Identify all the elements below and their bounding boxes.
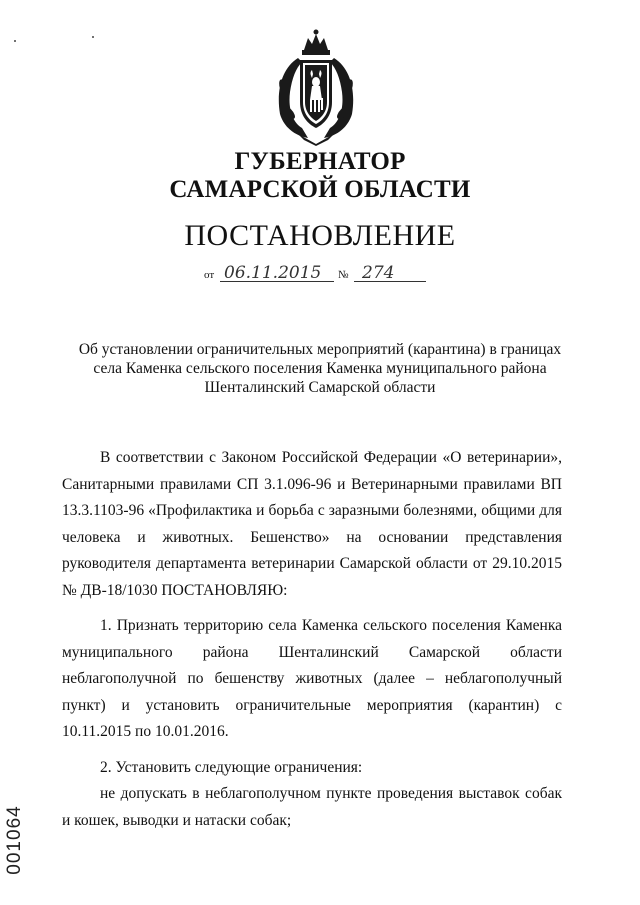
number-prefix: № [338, 269, 349, 281]
clause-2-paragraph: 2. Установить следующие ограничения: [100, 758, 363, 776]
issuer-title-line1: ГУБЕРНАТОР [234, 148, 406, 175]
issuer-title-line2: САМАРСКОЙ ОБЛАСТИ [169, 176, 471, 203]
page-code-stamp [2, 785, 28, 895]
document-type-heading: ПОСТАНОВЛЕНИЕ [184, 219, 456, 252]
date-number-line [200, 262, 460, 284]
document-subject [60, 340, 580, 397]
page-code: 001064 [4, 805, 25, 875]
date-prefix: от [204, 269, 215, 281]
subject-line: села Каменка сельского поселения Каменка муниципального района [93, 360, 547, 377]
scan-speck [14, 40, 16, 42]
restriction-paragraph: не допускать в неблагополучном пункте проведения выставок собак и кошек, выводки и натаски собак; [62, 785, 562, 829]
preamble-paragraph: В соответствии с Законом Российской Федерации «О ветеринарии», Санитарными правилами СП 3.1.096-96 и Ветеринарными правилами ВП 13.3.1103-96 «Профилактика и борьба с заразными болезнями, общими для человека и животных. Бешенство» на основании представления руководителя департамента ветеринарии Самарской области от 29.10.2015 № ДВ-18/1030 ПОСТАНОВЛЯЮ: [62, 449, 562, 599]
handwritten-number: 274 [362, 263, 395, 283]
subject-line: Об установлении ограничительных мероприятий (карантина) в границах [78, 341, 562, 358]
subject-line: Шенталинский Самарской области [204, 379, 436, 396]
clause-1-paragraph: 1. Признать территорию села Каменка сельского поселения Каменка муниципального района Шенталинский Самарской области неблагополучной по бешенству животных (далее – неблагополучный пункт) и установить ограничительные мероприятия (карантин) с 10.11.2015 по 10.01.2016. [62, 617, 562, 740]
scan-speck [92, 36, 94, 38]
samara-coat-of-arms-icon [268, 28, 364, 146]
handwritten-date: 06.11.2015 [224, 263, 322, 283]
document-body [62, 445, 562, 834]
